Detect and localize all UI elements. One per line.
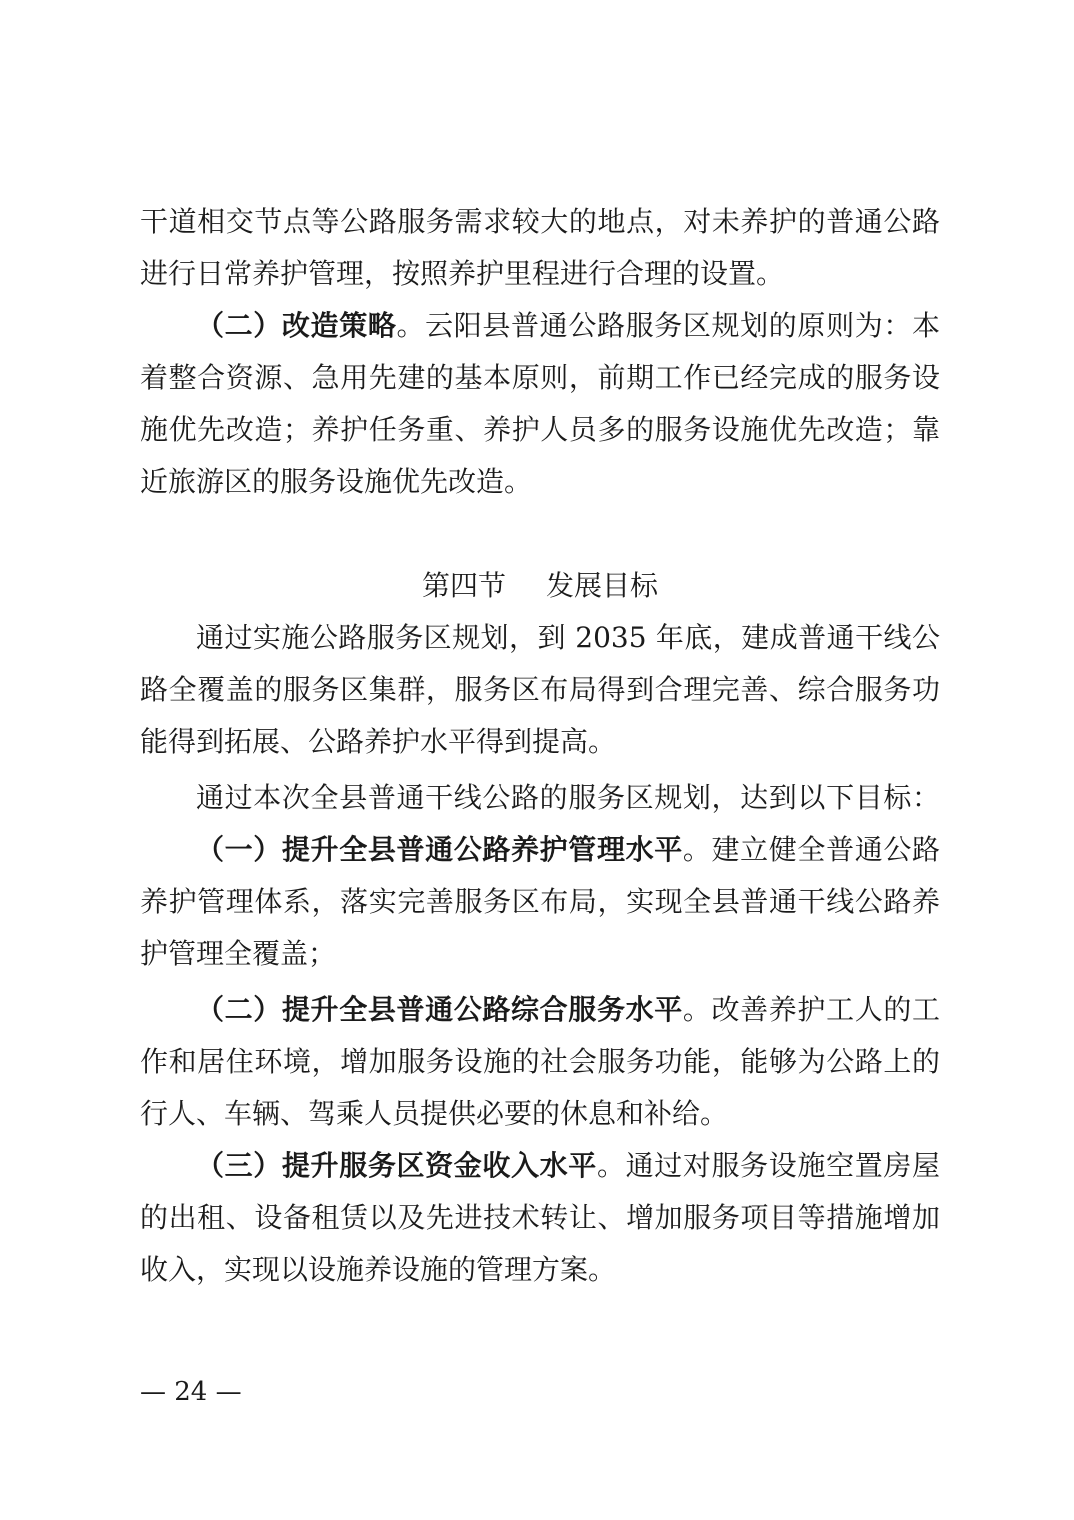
- paragraph-text: 。改善养护工人的工: [682, 993, 940, 1026]
- paragraph-line: 进行日常养护管理，按照养护里程进行合理的设置。: [140, 257, 785, 290]
- paragraph-text: 。建立健全普通公路: [682, 833, 940, 866]
- paragraph-lead-heading: （二）改造策略: [196, 309, 397, 342]
- section-heading: [140, 558, 940, 614]
- paragraph-line: 能得到拓展、公路养护水平得到提高。: [140, 725, 617, 758]
- paragraph-text: 。通过对服务设施空置房屋: [596, 1149, 940, 1182]
- paragraph-line: 施优先改造；养护任务重、养护人员多的服务设施优先改造；靠: [140, 413, 940, 446]
- paragraph-line: 行人、车辆、驾乘人员提供必要的休息和补给。: [140, 1097, 729, 1130]
- goal-two-heading: （二）提升全县普通公路综合服务水平: [196, 993, 683, 1026]
- strategy-paragraph-first-line: [196, 298, 940, 354]
- page-number: — 24 —: [140, 1377, 242, 1407]
- paragraph-line: 收入，实现以设施养设施的管理方案。: [140, 1253, 617, 1286]
- paragraph-line: 通过本次全县普通干线公路的服务区规划，达到以下目标：: [196, 781, 940, 814]
- goal-two-first-line: [196, 982, 940, 1038]
- paragraph-line: 作和居住环境，增加服务设施的社会服务功能，能够为公路上的: [140, 1045, 940, 1078]
- paragraph-line: 路全覆盖的服务区集群，服务区布局得到合理完善、综合服务功: [140, 673, 940, 706]
- paragraph-text: 。云阳县普通公路服务区规划的原则为：本: [396, 309, 940, 342]
- goal-three-first-line: [196, 1138, 940, 1194]
- paragraph-line: 的出租、设备租赁以及先进技术转让、增加服务项目等措施增加: [140, 1201, 940, 1234]
- paragraph-line: 护管理全覆盖；: [140, 937, 337, 970]
- goal-one-heading: （一）提升全县普通公路养护管理水平: [196, 833, 683, 866]
- paragraph-line: 着整合资源、急用先建的基本原则，前期工作已经完成的服务设: [140, 361, 940, 394]
- paragraph-line: 近旅游区的服务设施优先改造。: [140, 465, 533, 498]
- paragraph-line: 干道相交节点等公路服务需求较大的地点，对未养护的普通公路: [140, 205, 940, 238]
- goal-one-first-line: [196, 822, 940, 878]
- paragraph-line: 养护管理体系，落实完善服务区布局，实现全县普通干线公路养: [140, 885, 940, 918]
- goal-three-heading: （三）提升服务区资金收入水平: [196, 1149, 597, 1182]
- paragraph-line: 通过实施公路服务区规划，到 2035 年底，建成普通干线公: [196, 621, 940, 654]
- section-title: 发展目标: [546, 569, 659, 602]
- section-number: 第四节: [421, 569, 506, 602]
